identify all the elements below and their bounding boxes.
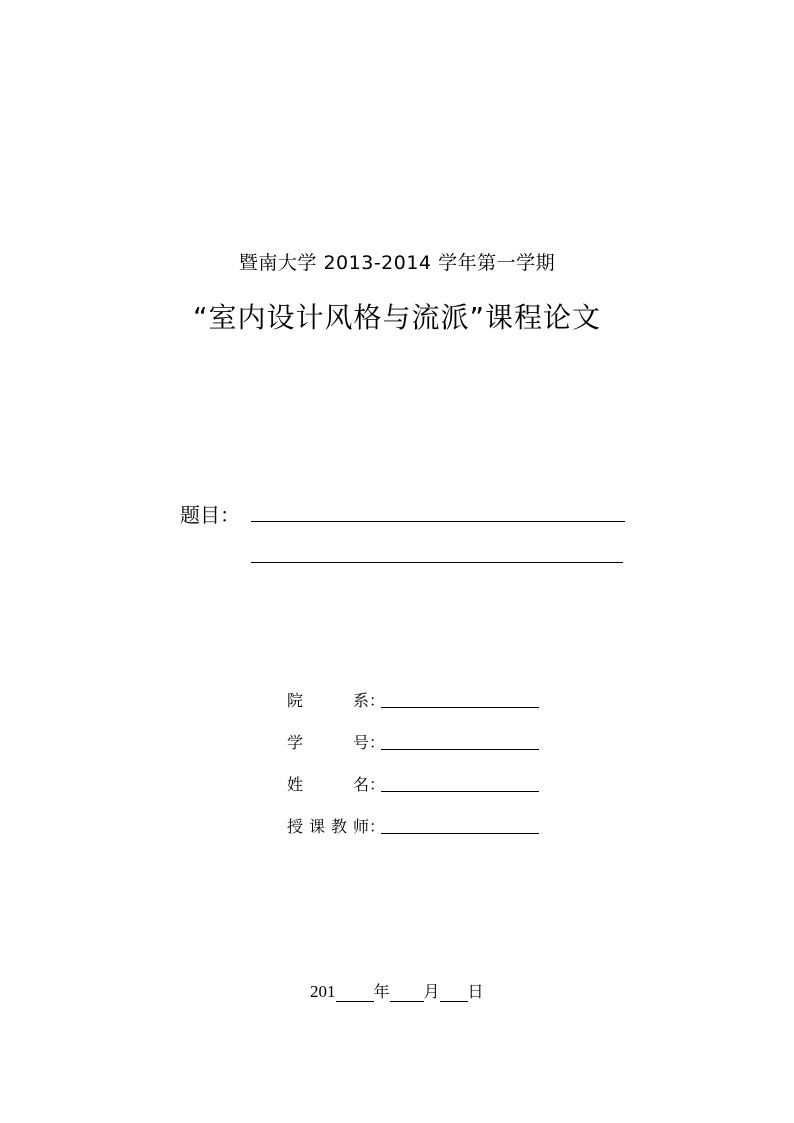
student-id-label: 学号： — [287, 733, 386, 752]
department-blank-line[interactable] — [381, 707, 539, 708]
name-label: 姓名： — [287, 775, 386, 794]
date-year-blank[interactable] — [336, 984, 374, 1002]
date-day-blank[interactable] — [440, 984, 468, 1002]
topic-label: 题目： — [180, 503, 240, 527]
date-day-char: 日 — [467, 982, 484, 1001]
topic-blank-line-1[interactable] — [251, 521, 625, 522]
date-month-char: 月 — [423, 982, 440, 1001]
department-label: 院系： — [287, 691, 386, 710]
instructor-label: 授课教师： — [287, 817, 386, 836]
instructor-blank-line[interactable] — [381, 833, 539, 834]
name-blank-line[interactable] — [381, 791, 539, 792]
date-year-prefix: 201 — [310, 982, 336, 1001]
date-year-char: 年 — [373, 982, 390, 1001]
course-title: “室内设计风格与流派”课程论文 — [192, 301, 601, 334]
date-month-blank[interactable] — [390, 984, 424, 1002]
date-line — [310, 979, 484, 1002]
topic-blank-line-2[interactable] — [251, 562, 623, 563]
semester-heading: 暨南大学 2013-2014 学年第一学期 — [238, 252, 556, 274]
student-id-blank-line[interactable] — [381, 749, 539, 750]
